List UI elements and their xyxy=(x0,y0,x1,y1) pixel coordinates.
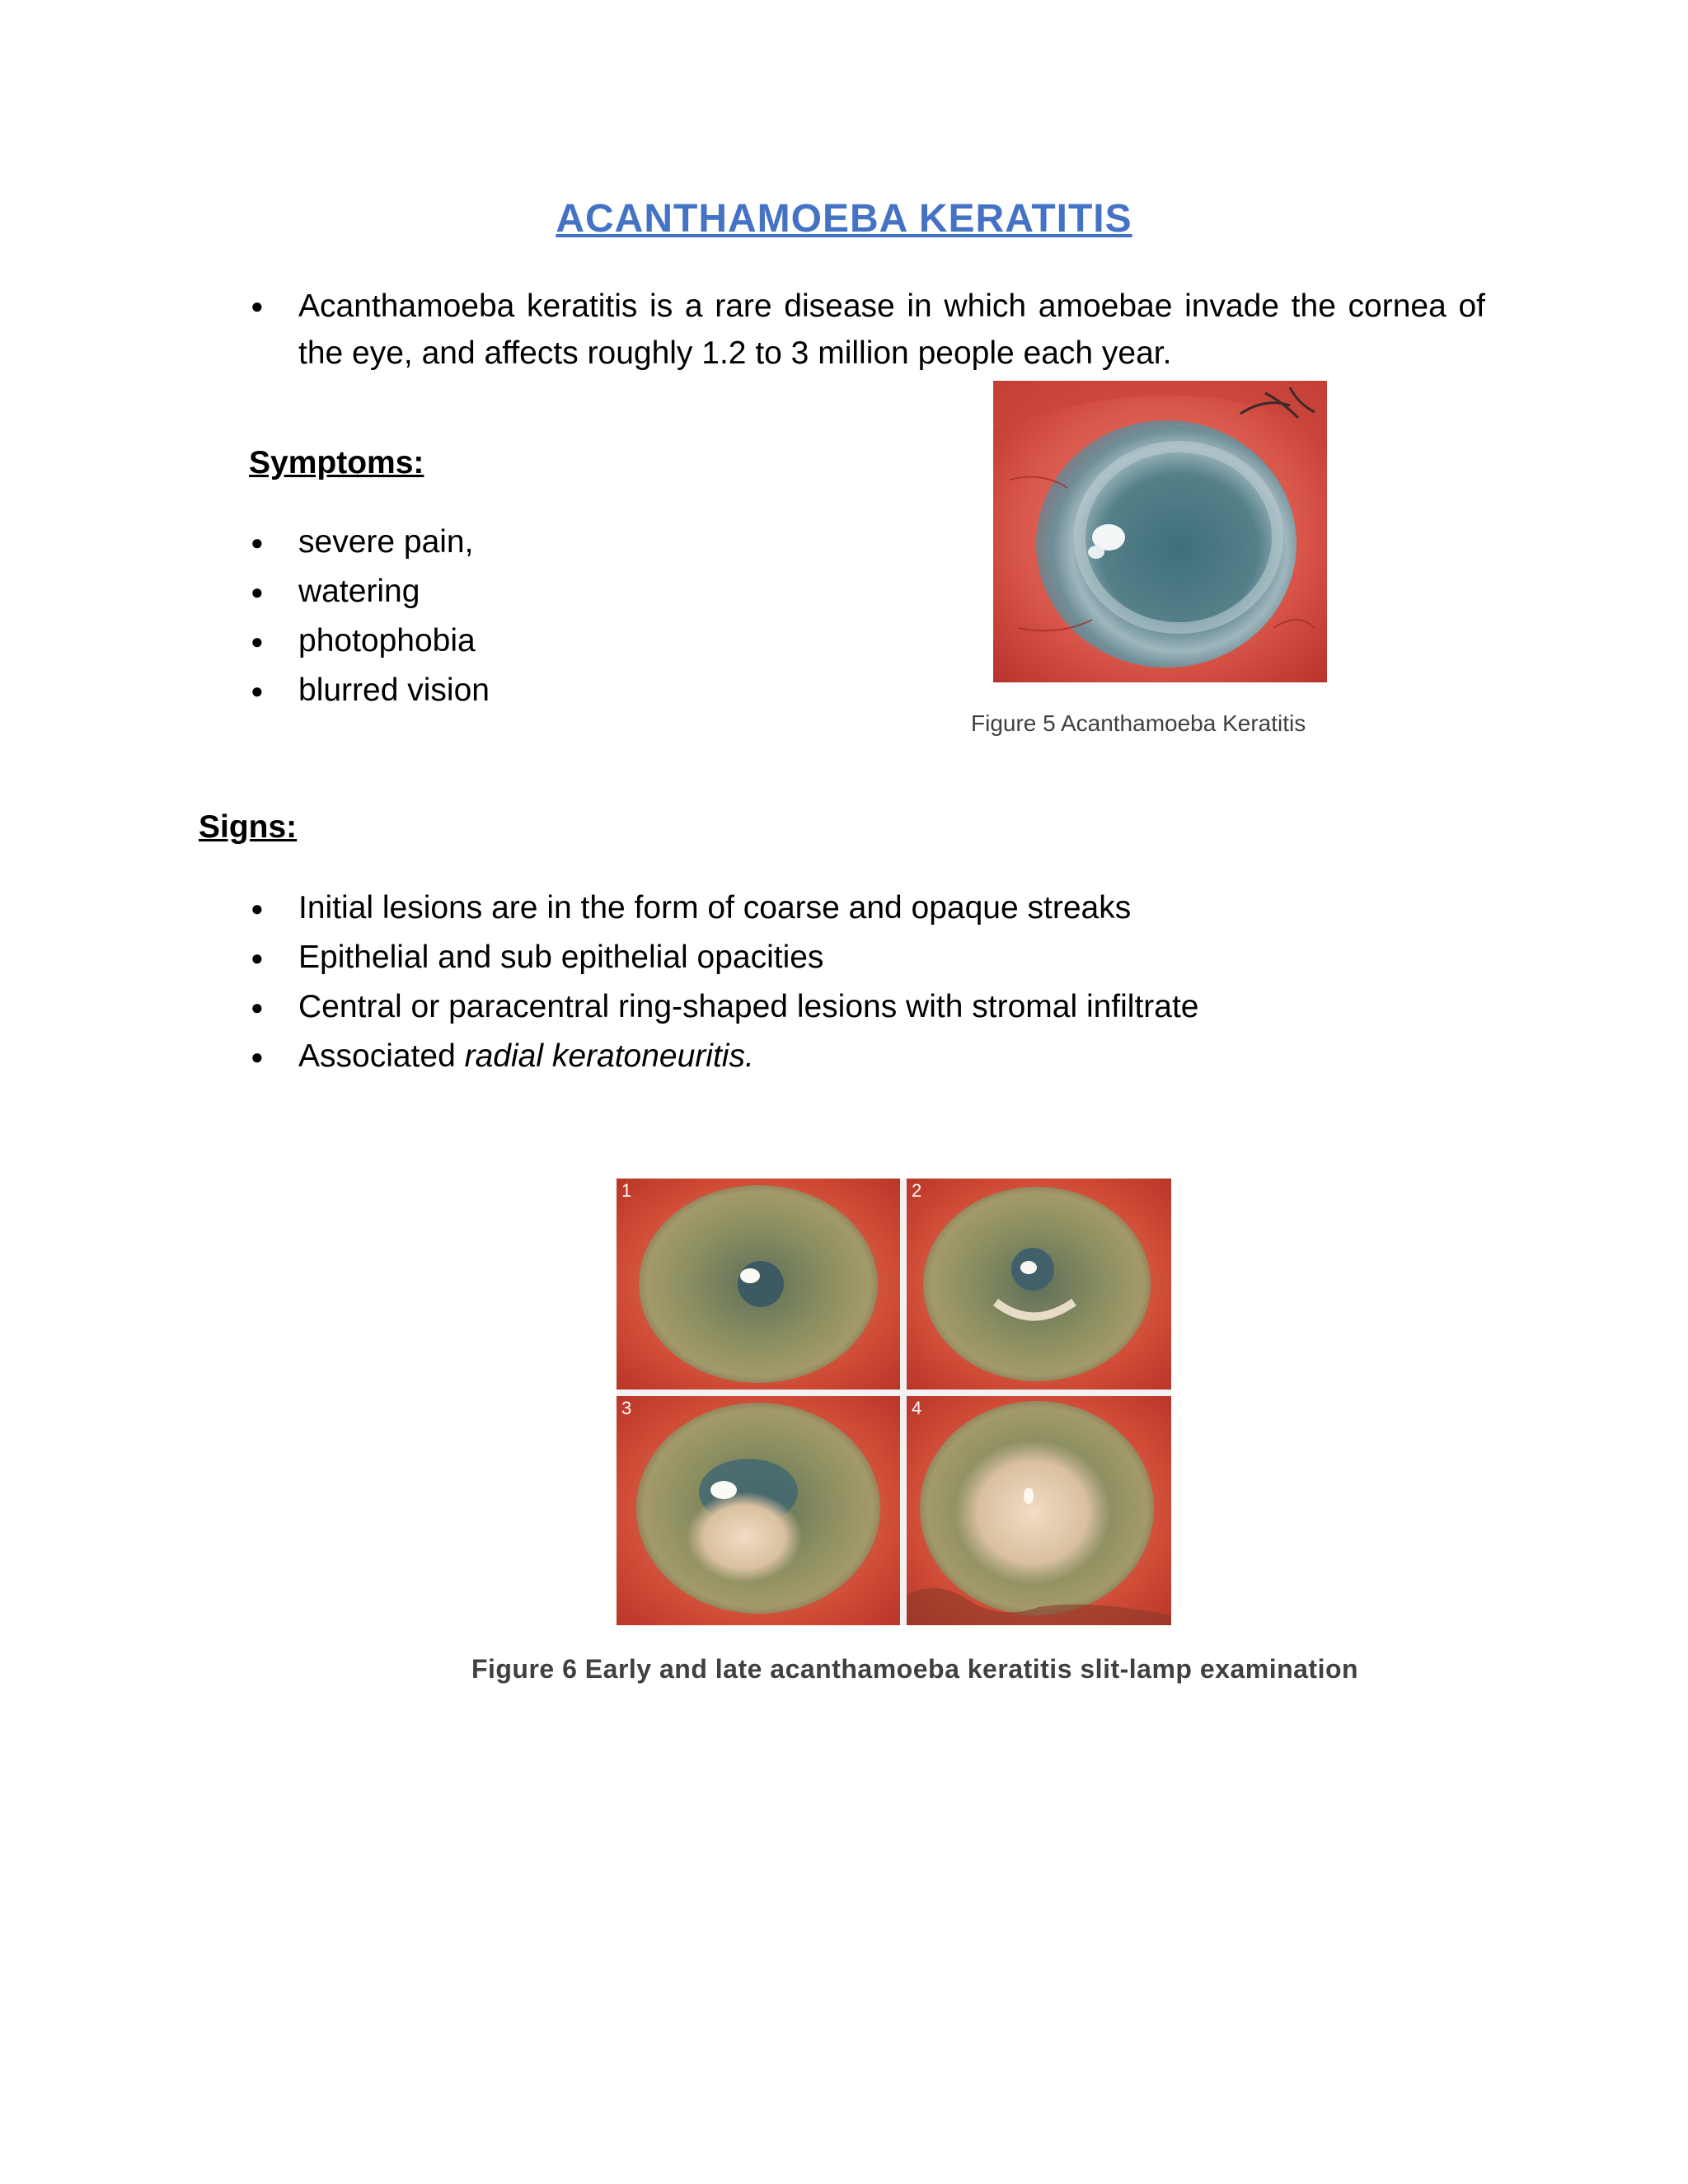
list-item xyxy=(251,933,1199,982)
sign-text: Initial lesions are in the form of coarse and opaque streaks xyxy=(298,890,1132,926)
list-item xyxy=(251,1032,1199,1081)
intro-text: Acanthamoeba keratitis is a rare disease in which amoebae invade the cornea of the eye, and affects roughly 1.2 to 3 million people each year. xyxy=(298,288,1485,371)
list-item xyxy=(251,666,490,715)
figure-5-caption: Figure 5 Acanthamoeba Keratitis xyxy=(971,710,1306,736)
list-item xyxy=(251,567,490,616)
signs-heading: Signs: xyxy=(199,809,298,845)
list-item xyxy=(251,982,1199,1032)
bullet-icon: ● xyxy=(251,629,264,654)
symptom-text: watering xyxy=(298,574,420,609)
bullet-icon: ● xyxy=(251,293,264,318)
sign-text: Central or paracentral ring-shaped lesions with stromal infiltrate xyxy=(298,989,1199,1024)
list-item xyxy=(251,883,1199,933)
figure-6-caption: Figure 6 Early and late acanthamoeba keratitis slit-lamp examination xyxy=(471,1654,1359,1684)
symptoms-heading: Symptoms: xyxy=(249,445,424,480)
symptom-text: severe pain, xyxy=(298,524,474,560)
symptom-text: photophobia xyxy=(298,623,476,658)
intro-list xyxy=(251,283,1485,377)
bullet-icon: ● xyxy=(251,1044,264,1069)
bullet-icon: ● xyxy=(251,896,264,921)
panel-number: 1 xyxy=(621,1180,632,1201)
sign-text-italic: radial keratoneuritis. xyxy=(464,1038,754,1074)
page-title: ACANTHAMOEBA KERATITIS xyxy=(556,197,1132,241)
signs-list xyxy=(251,883,1199,1081)
bullet-icon: ● xyxy=(251,678,264,703)
panel-number: 3 xyxy=(621,1398,632,1418)
list-item xyxy=(251,616,490,666)
figure-5-eye-photo xyxy=(993,381,1327,682)
symptoms-list xyxy=(251,518,490,715)
list-item xyxy=(251,518,490,567)
bullet-icon: ● xyxy=(251,995,264,1019)
bullet-icon: ● xyxy=(251,579,264,604)
list-item xyxy=(251,283,1485,377)
panel-3 xyxy=(617,1396,900,1625)
sign-text-prefix: Associated xyxy=(298,1038,465,1074)
panel-number: 2 xyxy=(912,1180,922,1201)
figure-6-photo-grid xyxy=(617,1179,1171,1625)
panel-2 xyxy=(907,1179,1171,1390)
panel-4 xyxy=(907,1396,1171,1625)
bullet-icon: ● xyxy=(251,530,264,555)
panel-1 xyxy=(617,1179,900,1390)
panel-number: 4 xyxy=(912,1398,922,1418)
symptom-text: blurred vision xyxy=(298,673,490,708)
sign-text: Epithelial and sub epithelial opacities xyxy=(298,940,824,975)
bullet-icon: ● xyxy=(251,945,264,970)
